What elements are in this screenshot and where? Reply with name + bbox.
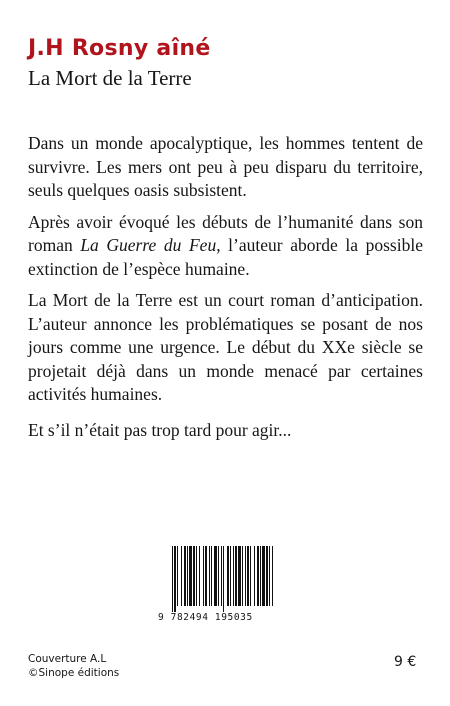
barcode-bar <box>193 546 195 606</box>
barcode-bar <box>218 546 219 606</box>
barcode-bar <box>238 546 241 606</box>
blurb-paragraph-4: Et s’il n’était pas trop tard pour agir... <box>28 419 292 440</box>
author-name: J.H Rosny aîné <box>28 36 211 61</box>
blurb-paragraph-2-start: Après avoir évoqué les débuts de l’humanité dans son roman <box>28 211 423 255</box>
cover-credit: Couverture A.L <box>28 653 107 665</box>
barcode-bar <box>177 546 178 606</box>
barcode-bar <box>233 546 234 606</box>
barcode-bar <box>211 546 212 606</box>
barcode-bar <box>247 546 249 606</box>
barcode-bar <box>205 546 207 606</box>
barcode-bar <box>262 546 265 606</box>
barcode-bar <box>257 546 259 606</box>
barcode-bar <box>181 546 182 606</box>
barcode-bar <box>242 546 243 606</box>
publisher-credit: ©Sinope éditions <box>28 667 120 679</box>
barcode-bar <box>184 546 186 606</box>
barcode-bar <box>230 546 231 606</box>
barcode-bar <box>199 546 200 606</box>
barcode-bar <box>174 546 176 612</box>
barcode-bar <box>209 546 210 606</box>
barcode-bar <box>269 546 270 606</box>
book-title: La Mort de la Terre <box>28 66 192 90</box>
blurb-paragraph-1: Dans un monde apocalyptique, les hommes tentent de survivre. Les mers ont peu à peu disparu du territoire, seuls quelques oasis subsistent. <box>28 133 423 200</box>
blurb-paragraph-2 <box>28 211 423 282</box>
barcode-bar <box>187 546 188 606</box>
barcode-bar <box>254 546 255 606</box>
barcode-bars <box>170 546 280 612</box>
blurb <box>28 132 423 450</box>
blurb-paragraph-3: La Mort de la Terre est un court roman d’anticipation. L’auteur annonce les problématiques se posant de nos jours comme une urgence. Le début du XXe siècle se projetait déjà dans un monde menacé par certaines activités humaines. <box>28 290 423 404</box>
barcode-bar <box>245 546 246 606</box>
barcode-bar <box>235 546 237 606</box>
barcode-bar <box>214 546 217 606</box>
blurb-paragraph-2-end: , l’auteur aborde la possible extinction de l’espèce humaine. <box>28 235 423 279</box>
barcode-bar <box>221 546 222 606</box>
barcode-bar <box>227 546 229 606</box>
barcode-bar <box>223 546 224 612</box>
barcode-bar <box>272 546 273 606</box>
barcode-bar <box>189 546 192 606</box>
isbn-number: 9 782494 195035 <box>158 612 253 623</box>
barcode-bar <box>203 546 204 606</box>
novel-title-italic: La Guerre du Feu <box>80 235 217 255</box>
barcode-bar <box>250 546 251 606</box>
barcode-bar <box>196 546 197 606</box>
barcode-bar <box>172 546 173 612</box>
barcode-bar <box>266 546 268 606</box>
price: 9 € <box>394 654 417 670</box>
credits <box>28 652 119 680</box>
barcode-bar <box>260 546 261 606</box>
